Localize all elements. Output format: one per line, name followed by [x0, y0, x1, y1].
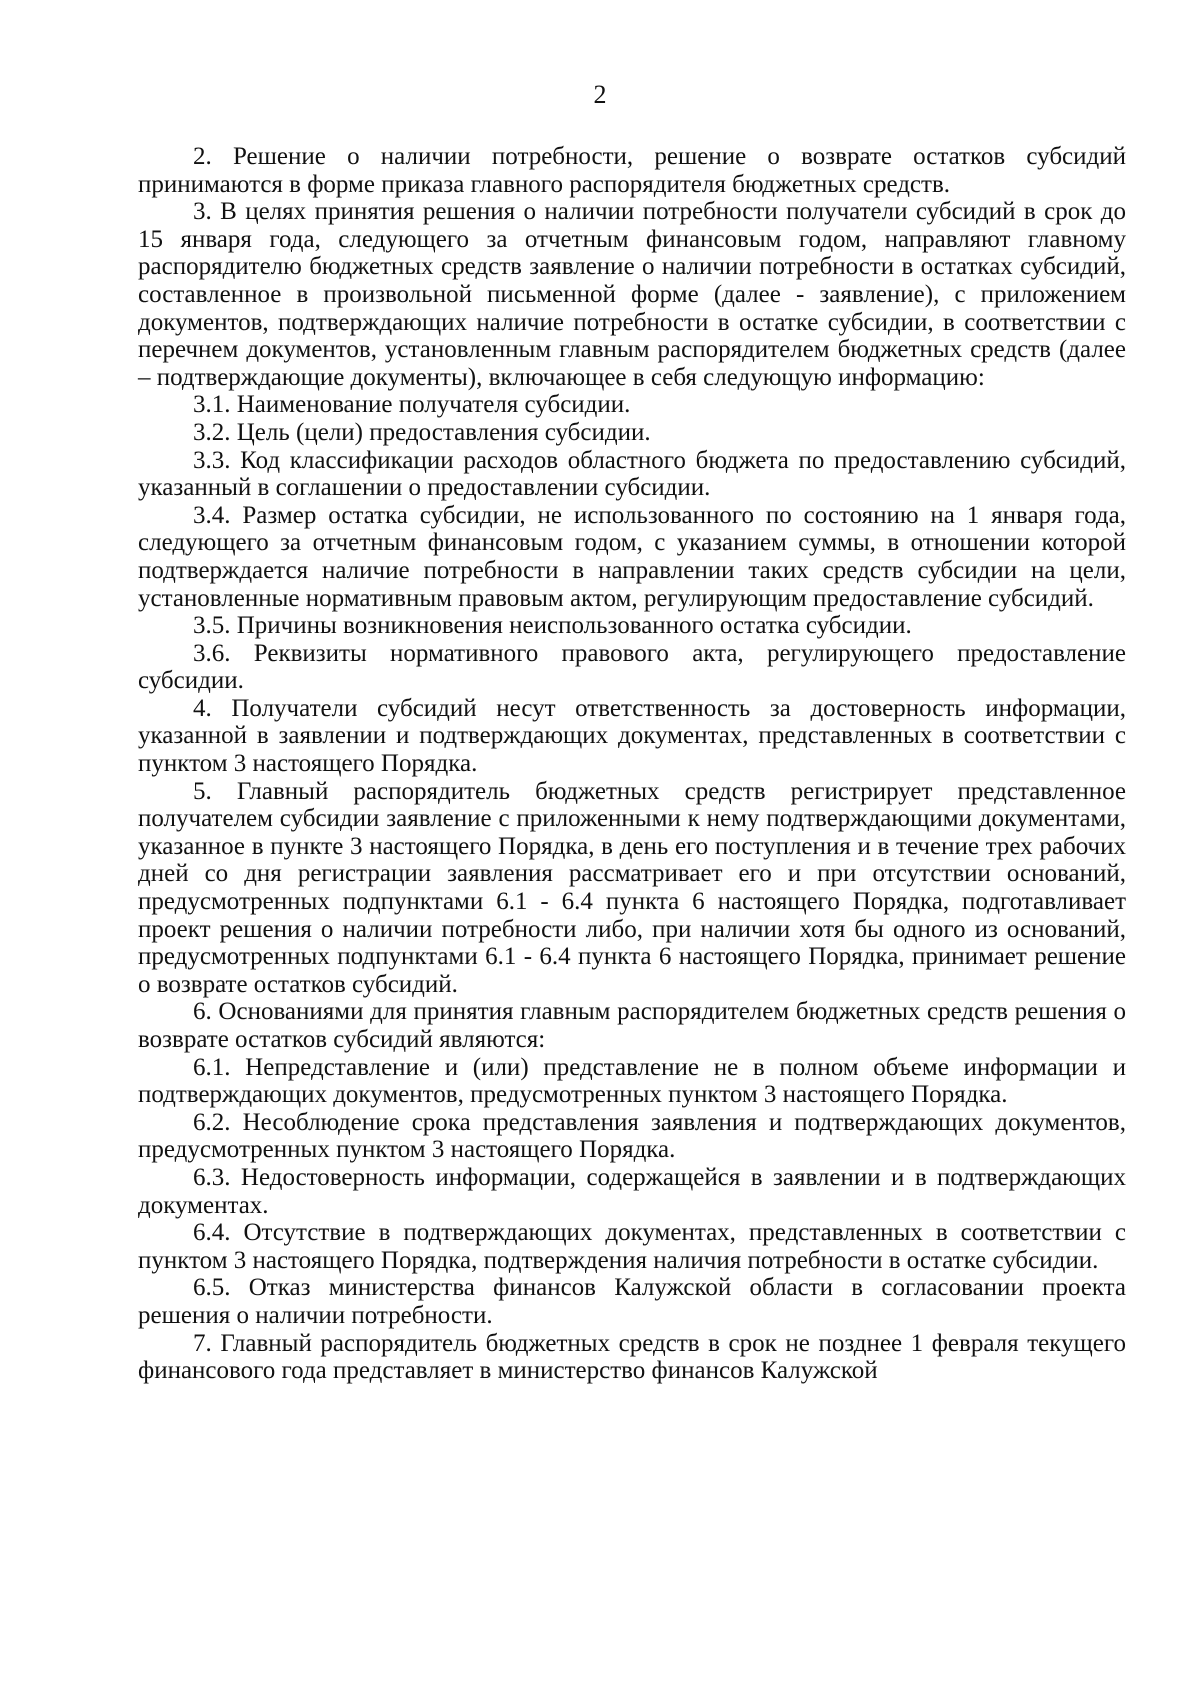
paragraph-3-2: 3.2. Цель (цели) предоставления субсидии. [193, 418, 651, 446]
document-body [138, 143, 1126, 1385]
paragraph-2: 2. Решение о наличии потребности, решение о возврате остатков субсидий принимаются в форме приказа главного распорядителя бюджетных средств. [138, 143, 1126, 198]
paragraph-6-5: 6.5. Отказ министерства финансов Калужской области в согласовании проекта решения о наличии потребности. [138, 1274, 1126, 1329]
paragraph-3-5: 3.5. Причины возникновения неиспользованного остатка субсидии. [193, 612, 912, 640]
paragraph-4: 4. Получатели субсидий несут ответственность за достоверность информации, указанной в заявлении и подтверждающих документах, представленных в соответствии с пунктом 3 настоящего Порядка. [138, 694, 1126, 778]
page-number: 2 [593, 80, 607, 109]
paragraph-3-6: 3.6. Реквизиты нормативного правового акта, регулирующего предоставление субсидии. [138, 639, 1126, 695]
paragraph-6-2: 6.2. Несоблюдение срока представления заявления и подтверждающих документов, предусмотренных пунктом 3 настоящего Порядка. [138, 1108, 1126, 1164]
paragraph-5: 5. Главный распорядитель бюджетных средств регистрирует представленное получателем субсидии заявление с приложенными к нему подтверждающими документами, указанное в пункте 3 настоящего Порядка, в день его поступления и в течение трех рабочих дней со дня регистрации заявления рассматривает его и при отсутствии оснований, предусмотренных подпунктами 6.1 - 6.4 пункта 6 настоящего Порядка, подготавливает проект решения о наличии потребности либо, при наличии хотя бы одного из оснований, предусмотренных подпунктами 6.1 - 6.4 пункта 6 настоящего Порядка, принимает решение о возврате остатков субсидий. [138, 777, 1126, 998]
paragraph-3: 3. В целях принятия решения о наличии потребности получатели субсидий в срок до 15 января года, следующего за отчетным финансовым годом, направляют главному распорядителю бюджетных средств заявление о наличии потребности в остатках субсидий, составленное в произвольной письменной форме (далее - заявление), с приложением документов, подтверждающих наличие потребности в остатке субсидии, в соответствии с перечнем документов, установленным главным распорядителем бюджетных средств (далее – подтверждающие документы), включающее в себя следующую информацию: [138, 198, 1126, 391]
paragraph-7: 7. Главный распорядитель бюджетных средств в срок не позднее 1 февраля текущего финансового года представляет в министерство финансов Калужской [138, 1329, 1126, 1385]
paragraph-6: 6. Основаниями для принятия главным распорядителем бюджетных средств решения о возврате остатков субсидий являются: [138, 998, 1126, 1053]
paragraph-6-3: 6.3. Недостоверность информации, содержащейся в заявлении и в подтверждающих документах. [138, 1163, 1126, 1219]
paragraph-6-1: 6.1. Непредставление и (или) представление не в полном объеме информации и подтверждающих документов, предусмотренных пунктом 3 настоящего Порядка. [138, 1053, 1126, 1109]
paragraph-3-3: 3.3. Код классификации расходов областного бюджета по предоставлению субсидий, указанный в соглашении о предоставлении субсидии. [138, 446, 1126, 502]
paragraph-3-4: 3.4. Размер остатка субсидии, не использованного по состоянию на 1 января года, следующего за отчетным финансовым годом, с указанием суммы, в отношении которой подтверждается наличие потребности в направлении таких средств субсидии на цели, установленные нормативным правовым актом, регулирующим предоставление субсидий. [138, 501, 1126, 612]
paragraph-3-1: 3.1. Наименование получателя субсидии. [193, 391, 631, 419]
paragraph-6-4: 6.4. Отсутствие в подтверждающих документах, представленных в соответствии с пунктом 3 настоящего Порядка, подтверждения наличия потребности в остатке субсидии. [138, 1219, 1126, 1274]
